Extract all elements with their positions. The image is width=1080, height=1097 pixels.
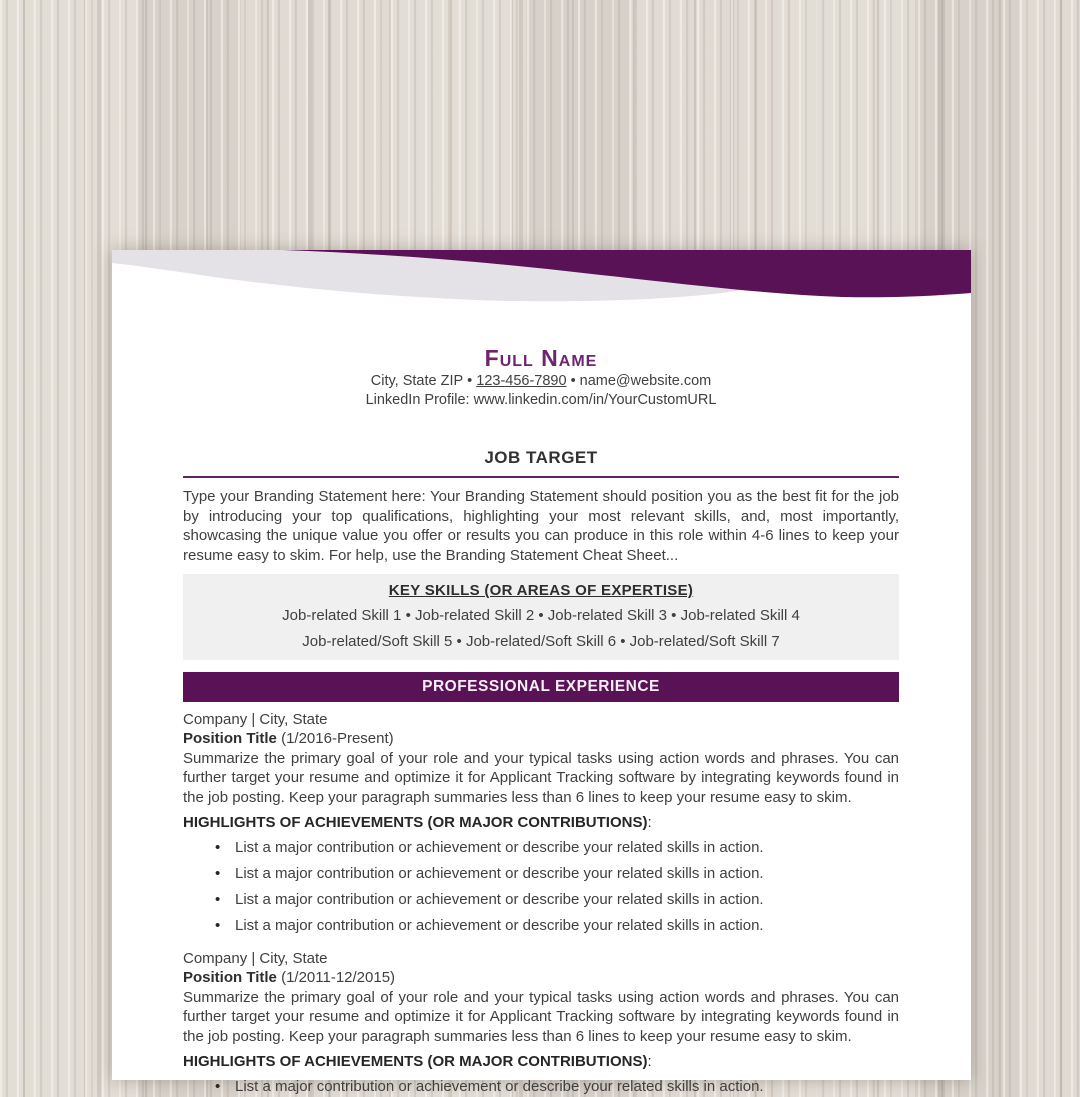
highlights-colon: :: [647, 1052, 652, 1070]
company-line: Company | City, State: [183, 710, 328, 728]
full-name: Full Name: [484, 345, 598, 371]
company-line: Company | City, State: [183, 949, 328, 967]
linkedin-line: LinkedIn Profile: www.linkedin.com/in/YourCustomURL: [365, 392, 717, 408]
resume-content: [112, 250, 971, 1097]
job-summary: Summarize the primary goal of your role and your typical tasks using action words and phrases. You can further target your resume and optimize it for Applicant Tracking software by integrating keywords found in the job posting. Keep your paragraph summaries less than 6 lines to keep your resume easy to skim.: [183, 749, 899, 806]
bullet-item: • List a major contribution or achievement or describe your related skills in action.: [183, 864, 899, 884]
highlights-colon: :: [647, 813, 652, 831]
position-dates: (1/2016-Present): [281, 730, 394, 747]
key-skills-box: [183, 574, 899, 660]
skills-line-1: Job-related Skill 1 • Job-related Skill 2 • Job-related Skill 3 • Job-related Skill 4: [282, 607, 800, 624]
phone-number: 123-456-7890: [476, 373, 567, 389]
email-address: name@website.com: [579, 373, 712, 389]
position-line: [183, 729, 899, 749]
professional-experience-banner: PROFESSIONAL EXPERIENCE: [183, 672, 899, 702]
job-summary: Summarize the primary goal of your role and your typical tasks using action words and phrases. You can further target your resume and optimize it for Applicant Tracking software by integrating keywords found in the job posting. Keep your paragraph summaries less than 6 lines to keep your resume easy to skim.: [183, 988, 899, 1045]
job-entry-2: [183, 949, 899, 1097]
resume-page: [112, 250, 971, 1095]
bullet-item: • List a major contribution or achievement or describe your related skills in action.: [183, 838, 899, 858]
highlights-heading: HIGHLIGHTS OF ACHIEVEMENTS (OR MAJOR CONTRIBUTIONS):: [183, 1052, 652, 1070]
position-title: Position Title: [183, 730, 277, 747]
bullet-list: [183, 1077, 899, 1097]
skills-line-2: Job-related/Soft Skill 5 • Job-related/Soft Skill 6 • Job-related/Soft Skill 7: [302, 633, 780, 650]
job-entry-1: [183, 710, 899, 936]
bullet-item: • List a major contribution or achievement or describe your related skills in action.: [183, 916, 899, 936]
bullet-item: • List a major contribution or achievement or describe your related skills in action.: [183, 1077, 899, 1097]
position-dates: (1/2011-12/2015): [281, 969, 396, 986]
branding-statement: Type your Branding Statement here: Your Branding Statement should position you as the best fit for the job by introducing your top qualifications, highlighting your most relevant skills, and, most importantly, showcasing the unique value you offer or results you can produce in this role within 4-6 lines to keep your resume easy to skim. For help, use the Branding Statement Cheat Sheet...: [183, 488, 899, 564]
job-target-heading: JOB TARGET: [183, 446, 899, 478]
location-text: City, State ZIP: [370, 373, 464, 389]
bullet-separator: •: [467, 373, 473, 389]
position-line: [183, 968, 899, 988]
highlights-heading: HIGHLIGHTS OF ACHIEVEMENTS (OR MAJOR CONTRIBUTIONS):: [183, 813, 652, 831]
bullet-item: • List a major contribution or achievement or describe your related skills in action.: [183, 890, 899, 910]
key-skills-heading: KEY SKILLS (OR AREAS OF EXPERTISE): [388, 582, 694, 599]
bullet-separator: •: [570, 373, 576, 389]
position-title: Position Title: [183, 969, 277, 986]
contact-line: [183, 372, 899, 391]
bullet-list: [183, 838, 899, 936]
